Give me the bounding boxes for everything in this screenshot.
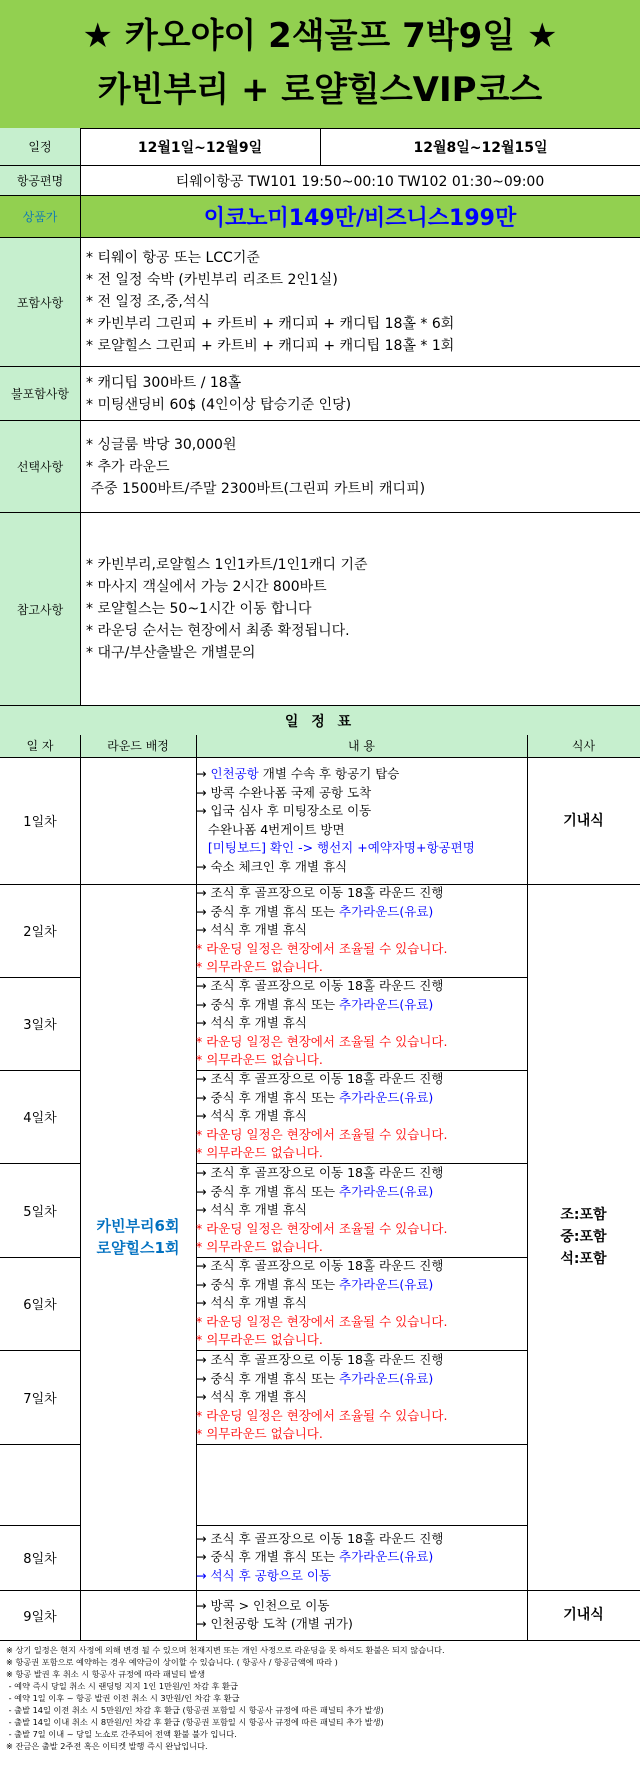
day-9-content [196, 1590, 526, 1640]
reference-item: * 라운딩 순서는 현장에서 최종 확정됩니다. [86, 623, 350, 639]
day-label: 1일차 [23, 815, 57, 830]
dates-label: 일정 [0, 128, 81, 165]
info-row-exclude [0, 367, 640, 421]
info-row-price [0, 196, 640, 238]
meal-day-1: 기내식 [563, 812, 604, 829]
content-line: → 조식 후 골프장으로 이동 18홀 라운드 진행 [196, 1165, 444, 1181]
col-header-content: 내 용 [348, 739, 375, 753]
golf-day-content [196, 1257, 526, 1350]
content-line: → 조식 후 골프장으로 이동 18홀 라운드 진행 [196, 1352, 444, 1368]
content-line: → 인천공항 개별 수속 후 항공기 탑승 [196, 766, 400, 781]
reference-item: * 로얄힐스는 50~1시간 이동 합니다 [86, 601, 312, 617]
include-item: * 티웨이 항공 또는 LCC기준 [86, 250, 260, 266]
include-item: * 로얄힐스 그린피 + 카트비 + 캐디피 + 캐디팁 18홀 * 1회 [86, 338, 455, 354]
note-line: - 출발 7일 이내 ~ 당일 노쇼로 간주되어 전액 환불 불가 입니다. [6, 1729, 237, 1739]
note-line: - 출발 14일 이내 취소 시 8만원/인 차감 후 환급 (항공권 포함일 시 항공사 규정에 따른 패널티 추가 발생) [6, 1717, 384, 1727]
date-option-2: 12월8일~12월15일 [413, 139, 548, 156]
note-line: ※ 항공권 포함으로 예약하는 경우 예약금이 상이할 수 있습니다. ( 항공사 / 항공금액에 따라 ) [6, 1657, 338, 1667]
content-line: → 조식 후 골프장으로 이동 18홀 라운드 진행 [196, 1258, 444, 1274]
meal-line: 중:포함 [560, 1229, 607, 1245]
day-label: 7일차 [23, 1392, 57, 1407]
col-header-meal: 식사 [571, 739, 596, 753]
content-line: * 의무라운드 없습니다. [196, 959, 323, 975]
exclude-label: 불포함사항 [0, 367, 81, 420]
golf-day-content [196, 1070, 526, 1163]
grid-line [196, 1444, 527, 1445]
content-line: → 조식 후 골프장으로 이동 18홀 라운드 진행 [196, 978, 444, 994]
day-1-content [196, 757, 526, 884]
content-line: → 중식 후 개별 휴식 또는 추가라운드(유료) [196, 1089, 434, 1105]
info-row-option [0, 421, 640, 513]
content-line: → 중식 후 개별 휴식 또는 추가라운드(유료) [196, 996, 434, 1012]
flight-label: 항공편명 [0, 166, 81, 195]
flight-info: 티웨이항공 TW101 19:50~00:10 TW102 01:30~09:00 [175, 173, 545, 190]
content-line: → 중식 후 개별 휴식 또는 추가라운드(유료) [196, 1276, 434, 1292]
info-row-include [0, 238, 640, 367]
content-line: * 라운딩 일정은 현장에서 조율될 수 있습니다. [196, 1220, 448, 1236]
exclude-list [86, 367, 636, 420]
content-line: → 조식 후 골프장으로 이동 18홀 라운드 진행 [196, 885, 444, 901]
round-line: 카빈부리6회 [96, 1217, 180, 1235]
content-line: → 석식 후 개별 휴식 [196, 1295, 307, 1311]
content-line: 수완나폼 4번게이트 방면 [207, 821, 345, 837]
day-label: 2일차 [23, 925, 57, 940]
include-item: * 전 일정 조,중,석식 [86, 294, 210, 310]
reference-list [86, 513, 636, 705]
note-line: - 예약 1일 이후 ~ 항공 발권 이전 취소 시 3만원/인 차감 후 환급 [6, 1693, 240, 1703]
schedule-column-headers [0, 735, 640, 758]
option-item: * 추가 라운드 [86, 458, 170, 475]
include-item: * 전 일정 숙박 (카빈부리 리조트 2인1실) [86, 272, 338, 288]
info-row-reference [0, 513, 640, 706]
price-value: 이코노미149만/비즈니스199만 [203, 206, 517, 231]
notes [0, 1640, 640, 1786]
note-line: - 예약 즉시 당일 취소 시 랜딩팅 지지 1인 1만원/인 차감 후 환급 [6, 1681, 238, 1691]
grid-line [0, 1444, 80, 1445]
option-label: 선택사항 [0, 421, 81, 512]
include-label: 포함사항 [0, 238, 81, 366]
content-line: → 숙소 체크인 후 개별 휴식 [196, 858, 348, 874]
reference-item: * 대구/부산출발은 개별문의 [86, 645, 256, 661]
content-line: * 라운딩 일정은 현장에서 조율될 수 있습니다. [196, 1407, 448, 1423]
info-row-dates [0, 128, 640, 166]
option-item: * 싱글룸 박당 30,000원 [86, 436, 237, 453]
schedule-title: 일 정 표 [0, 706, 640, 736]
note-line: - 출발 14일 이전 취소 시 5만원/인 차감 후 환급 (항공권 포함일 시 항공사 규정에 따른 패널티 추가 발생) [6, 1705, 384, 1715]
day-label: 8일차 [23, 1552, 57, 1567]
content-line: * 의무라운드 없습니다. [196, 1052, 323, 1068]
round-assignment [80, 884, 196, 1590]
content-line: * 라운딩 일정은 현장에서 조율될 수 있습니다. [196, 940, 448, 956]
reference-item: * 카빈부리,로얄힐스 1인1카트/1인1캐디 기준 [86, 557, 368, 573]
content-line: → 방콕 수완나폼 국제 공항 도착 [196, 784, 372, 800]
reference-label: 참고사항 [0, 513, 81, 705]
content-line: → 석식 후 공항으로 이동 [196, 1567, 332, 1583]
content-line: * 의무라운드 없습니다. [196, 1145, 323, 1161]
meal-line: 조:포함 [560, 1207, 607, 1223]
content-line: * 라운딩 일정은 현장에서 조율될 수 있습니다. [196, 1313, 448, 1329]
content-line: → 중식 후 개별 휴식 또는 추가라운드(유료) [196, 903, 434, 919]
day-label: 5일차 [23, 1205, 57, 1220]
note-line: ※ 항공 발권 후 취소 시 항공사 규정에 따라 패널티 발생 [6, 1669, 205, 1679]
meal-line: 석:포함 [560, 1251, 607, 1267]
day-label: 4일차 [23, 1111, 57, 1126]
include-list [86, 238, 636, 366]
content-line: → 석식 후 개별 휴식 [196, 1015, 307, 1031]
content-line: * 라운딩 일정은 현장에서 조율될 수 있습니다. [196, 1126, 448, 1142]
note-line: ※ 잔금은 출발 2주전 혹은 이티켓 발행 즉시 완납입니다. [6, 1741, 208, 1751]
content-line: → 조식 후 골프장으로 이동 18홀 라운드 진행 [196, 1530, 444, 1546]
content-line: → 석식 후 개별 휴식 [196, 1108, 307, 1124]
content-line: * 라운딩 일정은 현장에서 조율될 수 있습니다. [196, 1033, 448, 1049]
content-line: → 입국 심사 후 미팅장소로 이동 [196, 803, 372, 818]
day-label: 3일차 [23, 1018, 57, 1033]
option-item: 주중 1500바트/주말 2300바트(그린피 카트비 캐디피) [86, 480, 426, 497]
golf-day-content [196, 1351, 526, 1444]
meal-included [527, 884, 640, 1590]
exclude-item: * 미팅샌딩비 60$ (4인이상 탑승기준 인당) [86, 396, 352, 413]
info-row-flight [0, 166, 640, 196]
day-8-content [196, 1525, 526, 1590]
title-line-1: ★ 카오야이 2색골프 7박9일 ★ [82, 16, 558, 56]
content-line: * 의무라운드 없습니다. [196, 1426, 323, 1442]
price-label: 상품가 [0, 196, 81, 237]
golf-day-content [196, 884, 526, 977]
content-line: * 의무라운드 없습니다. [196, 1239, 323, 1255]
golf-day-content [196, 1164, 526, 1257]
day-label: 6일차 [23, 1298, 57, 1313]
title-banner [0, 0, 640, 129]
content-line: → 중식 후 개별 휴식 또는 추가라운드(유료) [196, 1183, 434, 1199]
day-label: 9일차 [23, 1609, 57, 1625]
content-line: → 중식 후 개별 휴식 또는 추가라운드(유료) [196, 1549, 434, 1565]
content-line: → 조식 후 골프장으로 이동 18홀 라운드 진행 [196, 1071, 444, 1087]
note-line: ※ 상기 일정은 현지 사정에 의해 변경 될 수 있으며 천재지변 또는 개인 사정으로 라운딩을 못 하셔도 환불은 되지 않습니다. [6, 1645, 445, 1655]
col-header-round: 라운드 배정 [107, 739, 169, 753]
round-line: 로얄힐스1회 [96, 1239, 180, 1257]
col-header-day: 일 자 [26, 739, 54, 753]
title-line-2: 카빈부리 + 로얄힐스VIP코스 [97, 70, 543, 110]
content-line: → 석식 후 개별 휴식 [196, 922, 307, 938]
content-line: → 석식 후 개별 휴식 [196, 1389, 307, 1405]
content-line: → 방콕 > 인천으로 이동 [196, 1597, 330, 1613]
meal-day-9: 기내식 [563, 1607, 604, 1623]
option-list [86, 421, 636, 512]
golf-day-content [196, 977, 526, 1070]
content-line: * 의무라운드 없습니다. [196, 1332, 323, 1348]
include-item: * 카빈부리 그린피 + 카트비 + 캐디피 + 캐디팁 18홀 * 6회 [86, 316, 455, 332]
content-line: [미팅보드] 확인 -> 행선지 +예약자명+항공편명 [207, 840, 475, 855]
content-line: → 중식 후 개별 휴식 또는 추가라운드(유료) [196, 1370, 434, 1386]
content-line: → 인천공항 도착 (개별 귀가) [196, 1616, 353, 1631]
date-option-1: 12월1일~12월9일 [137, 139, 263, 156]
content-line: → 석식 후 개별 휴식 [196, 1202, 307, 1218]
reference-item: * 마사지 객실에서 가능 2시간 800바트 [86, 579, 327, 595]
exclude-item: * 캐디팁 300바트 / 18홀 [86, 374, 242, 391]
